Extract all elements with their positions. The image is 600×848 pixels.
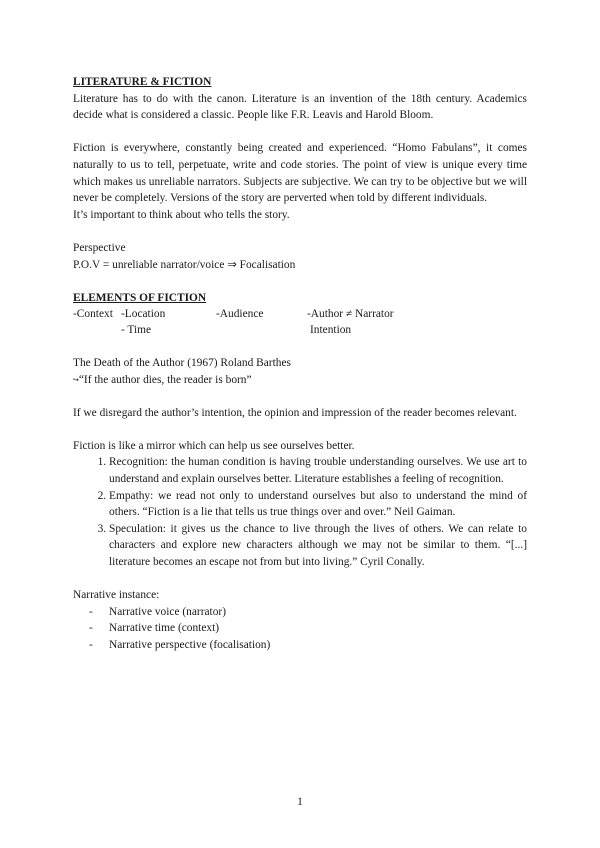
arrow-icon: ↪ — [73, 375, 79, 384]
elements-table — [73, 306, 394, 338]
document-page — [73, 74, 527, 654]
element-intention: Intention — [310, 324, 352, 337]
element-empty-2 — [216, 322, 307, 338]
perspective-label: Perspective — [73, 241, 126, 254]
narrative-instance-label: Narrative instance: — [73, 589, 160, 602]
element-context: -Context — [73, 308, 113, 321]
list-item-speculation: 3. Speculation: it gives us the chance to live through the lives of others. We can relate to characters and explore new characters although we may not be similar to them. “[...] literature becomes an escape not from but into living.” Cyril Conally. — [109, 521, 527, 571]
pov-line: P.O.V = unreliable narrator/voice ⇒ Focalisation — [73, 258, 296, 271]
list-item-empathy: 2. Empathy: we read not only to understand ourselves but also to understand the mind of others. “Fiction is a lie that tells us true things over and over.” Neil Gaiman. — [109, 488, 527, 521]
element-audience: -Audience — [216, 308, 264, 321]
death-of-author-title: The Death of the Author (1967) Roland Barthes — [73, 356, 291, 369]
heading-literature-fiction: LITERATURE & FICTION — [73, 76, 212, 88]
paragraph-disregard: If we disregard the author’s intention, the opinion and impression of the reader becomes relevant. — [73, 406, 517, 419]
narrative-item-voice: - Narrative voice (narrator) — [89, 605, 226, 618]
list-item-recognition: 1. Recognition: the human condition is having trouble understanding ourselves. We use art to understand and explain ourselves better. Literature establishes a feeling of recognition. — [109, 454, 527, 487]
numbered-list — [73, 454, 527, 570]
paragraph-who-tells: It’s important to think about who tells the story. — [73, 208, 290, 221]
page-number: 1 — [297, 796, 303, 808]
element-author-narrator: -Author ≠ Narrator — [307, 308, 394, 321]
paragraph-fiction-everywhere: Fiction is everywhere, constantly being created and experienced. “Homo Fabulans”, it comes naturally to us to tell, perpetuate, write and code stories. The point of view is unique every time which makes us unreliable narrators. Subjects are subjective. We can try to be objective but we will never be completely. Versions of the story are perverted when told by different individuals. — [73, 142, 527, 205]
element-empty-1 — [73, 322, 121, 338]
element-location: -Location — [121, 308, 166, 321]
paragraph-mirror: Fiction is like a mirror which can help us see ourselves better. — [73, 439, 355, 452]
paragraph-canon: Literature has to do with the canon. Literature is an invention of the 18th century. Academics decide what is considered a classic. People like F.R. Leavis and Harold Bloom. — [73, 92, 527, 122]
death-of-author-quote: “If the author dies, the reader is born” — [78, 373, 252, 386]
narrative-item-perspective: - Narrative perspective (focalisation) — [89, 639, 271, 651]
heading-elements-of-fiction: ELEMENTS OF FICTION — [73, 291, 207, 304]
narrative-list — [73, 604, 527, 654]
element-time: - Time — [121, 324, 152, 337]
death-of-author-quote-line — [73, 372, 527, 389]
narrative-item-time: - Narrative time (context) — [89, 622, 220, 635]
